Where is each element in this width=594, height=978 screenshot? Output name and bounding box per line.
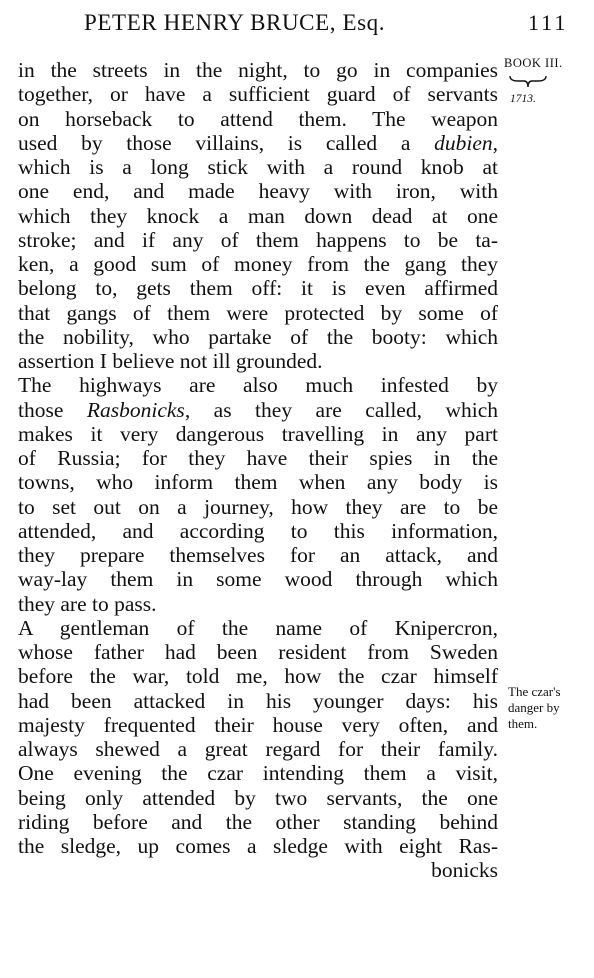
text-line: The highways are also much infested by — [18, 373, 498, 398]
running-head — [0, 6, 594, 46]
text-line: on horseback to attend them. The weapon — [18, 106, 498, 131]
text-line: whose father had been resident from Sweden — [18, 640, 498, 664]
page-number: 111 — [528, 10, 569, 35]
side-note-line: them. — [508, 716, 538, 731]
italic-term: Rasbonicks — [86, 397, 185, 422]
text-line: makes it very dangerous travelling in any part — [18, 421, 498, 446]
text-line: majesty frequented their house very often, and — [18, 712, 498, 737]
year-marginal: 1713. — [510, 93, 536, 105]
text-line: which is a long stick with a round knob at — [18, 155, 498, 179]
running-title: PETER HENRY BRUCE, Esq. — [84, 10, 386, 35]
body-text — [18, 58, 498, 883]
text-line: that gangs of them were protected by some of — [18, 300, 498, 325]
text-line: the nobility, who partake of the booty: which — [18, 324, 498, 349]
text-line: belong to, gets them off: it is even affirmed — [18, 276, 498, 301]
text-line: way-lay them in some wood through which — [18, 567, 498, 592]
text-line: they are to pass. — [18, 591, 157, 616]
text-line: they prepare themselves for an attack, and — [18, 543, 498, 567]
text-line: being only attended by two servants, the one — [18, 785, 498, 810]
brace-ornament — [508, 74, 548, 90]
text-line: always shewed a great regard for their family. — [18, 737, 498, 761]
text-line: one end, and made heavy with iron, with — [18, 179, 498, 204]
text-line: assertion I believe not ill grounded. — [18, 349, 323, 373]
text-line: to set out on a journey, how they are to be — [18, 494, 498, 519]
side-note-line: The czar's — [508, 684, 561, 699]
text-line: attended, and according to this information, — [18, 518, 498, 543]
text-line: used by those villains, is called a dubien, — [18, 130, 498, 155]
side-note-line: danger by — [508, 700, 560, 715]
text-line: those Rasbonicks, as they are called, which — [18, 397, 498, 422]
text-line: before the war, told me, how the czar himself — [18, 664, 498, 689]
text-line: which they knock a man down dead at one — [18, 203, 498, 228]
text-line: in the streets in the night, to go in companies — [18, 58, 498, 82]
text-line: of Russia; for they have their spies in the — [18, 446, 498, 470]
text-line: One evening the czar intending them a visit, — [18, 761, 498, 786]
text-line: the sledge, up comes a sledge with eight Ras- — [18, 834, 498, 858]
text-line: ken, a good sum of money from the gang they — [18, 252, 498, 276]
text-line: together, or have a sufficient guard of servants — [18, 82, 498, 107]
italic-term: dubien — [434, 130, 493, 155]
catchword: bonicks — [431, 858, 498, 883]
text-line: had been attacked in his younger days: his — [18, 688, 498, 713]
side-note — [508, 684, 588, 732]
text-line: riding before and the other standing behind — [18, 809, 498, 834]
text-line: towns, who inform them when any body is — [18, 470, 498, 495]
text-line: stroke; and if any of them happens to be ta- — [18, 227, 498, 252]
book-marginal: BOOK III. — [504, 56, 563, 70]
text-line: A gentleman of the name of Knipercron, — [18, 615, 498, 640]
